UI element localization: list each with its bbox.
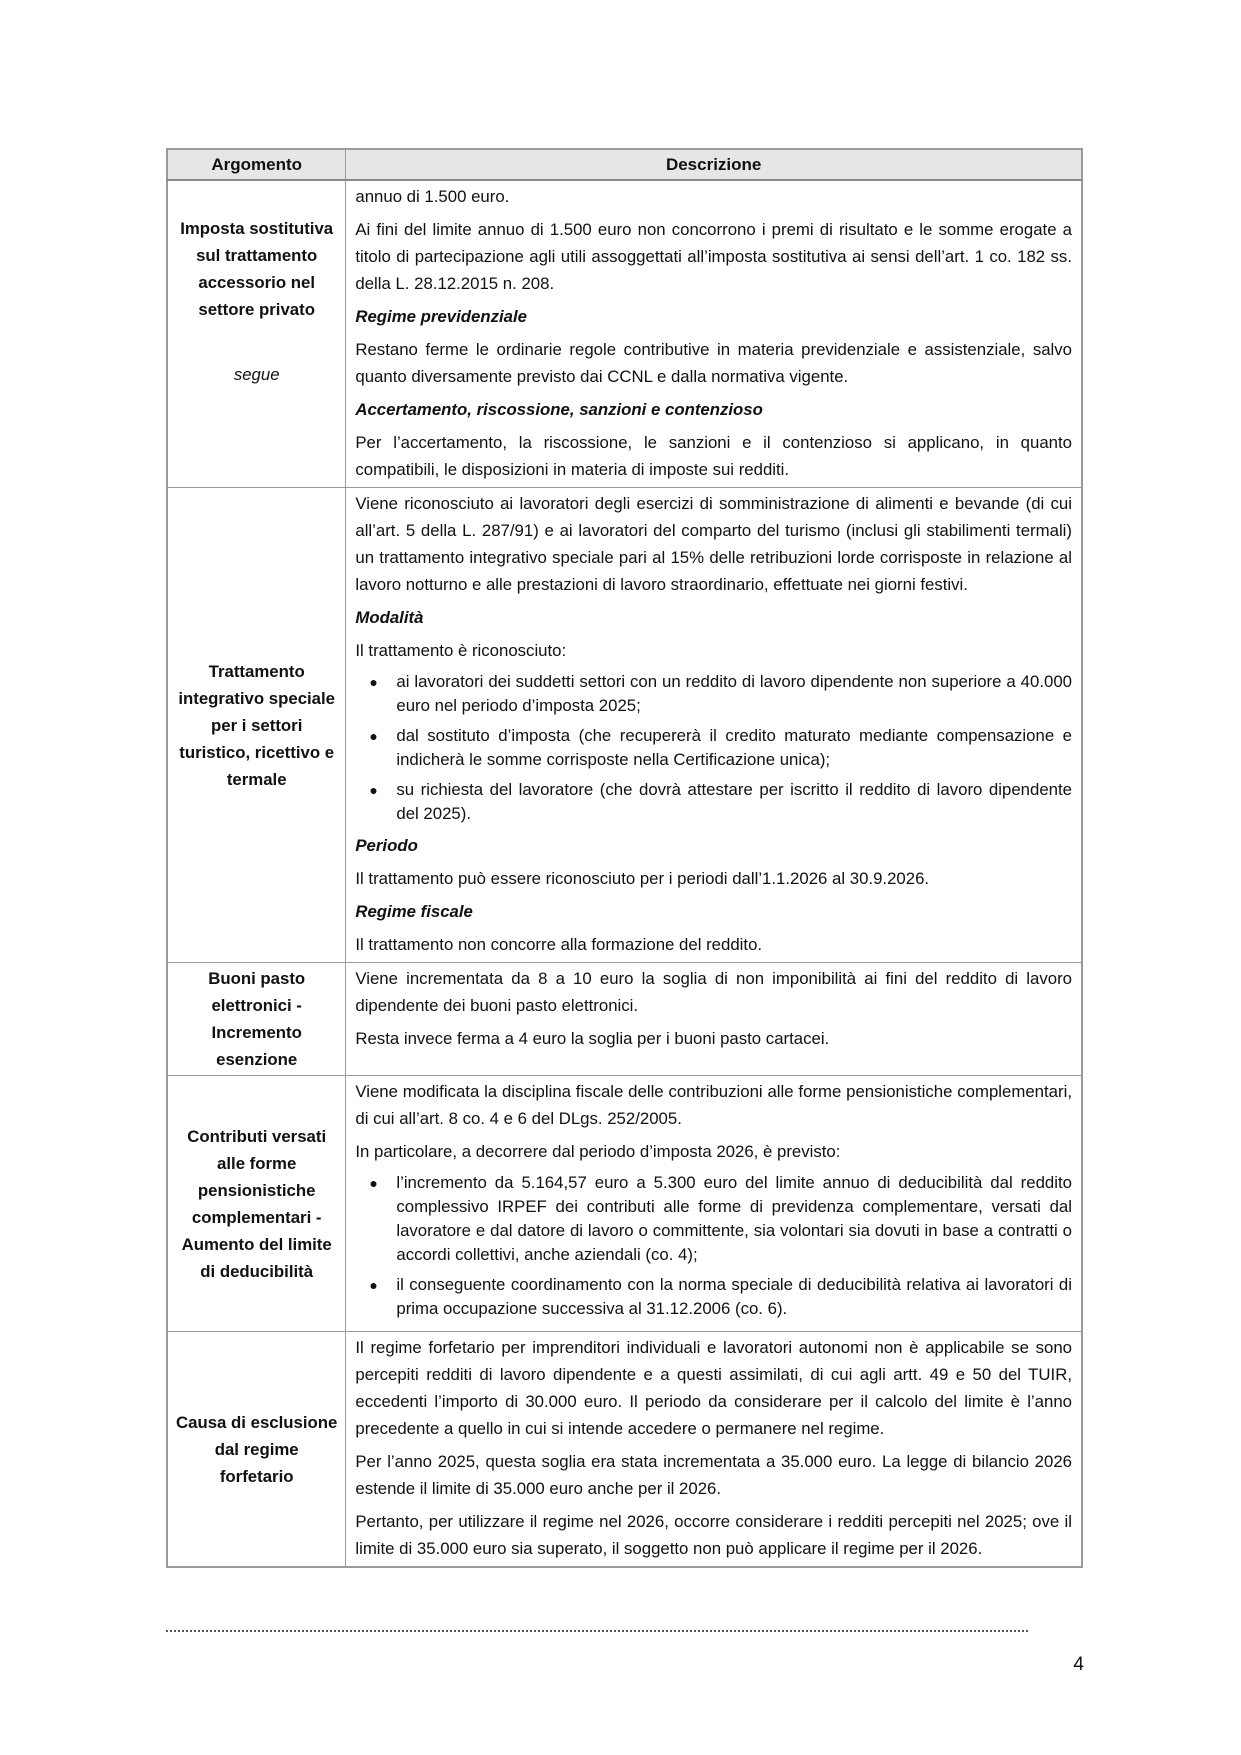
bullet-icon: ●: [369, 1175, 378, 1191]
paragraph: Viene incrementata da 8 a 10 euro la soglia di non imponibilità ai fini del reddito di lavoro dipendente dei buoni pasto elettronici.: [355, 969, 1072, 1015]
topic-label: Trattamento integrativo speciale per i settori turistico, ricettivo e termale: [178, 661, 336, 789]
topic-cell: [167, 1076, 346, 1332]
bullet-icon: ●: [369, 674, 378, 690]
paragraph: Il trattamento non concorre alla formazione del reddito.: [355, 935, 763, 954]
list-item: ● il conseguente coordinamento con la norma speciale di deducibilità relativa ai lavoratori di prima occupazione successiva al 31.12.2006 (co. 6).: [369, 1275, 1072, 1318]
paragraph: Ai fini del limite annuo di 1.500 euro non concorrono i premi di risultato e le somme erogate a titolo di partecipazione agli utili assoggettati all’imposta sostitutiva ai sensi dell’art. 1 co. 182 ss. della L. 28.12.2015 n. 208.: [355, 220, 1072, 293]
table-row: [167, 180, 1082, 488]
list-item: ● l’incremento da 5.164,57 euro a 5.300 euro del limite annuo di deducibilità dal reddito complessivo IRPEF dei contributi alle forme di previdenza complementare, versati dal lavoratore e dal datore di lavoro o committente, sia volontari sia dovuti in base a contratti o accordi collettivi, anche aziendali (co. 4);: [369, 1173, 1072, 1264]
paragraph: Restano ferme le ordinarie regole contributive in materia previdenziale e assistenziale, salvo quanto diversamente previsto dai CCNL e dalla normativa vigente.: [355, 340, 1072, 386]
list-item: ● su richiesta del lavoratore (che dovrà attestare per iscritto il reddito di lavoro dipendente del 2025).: [369, 780, 1072, 823]
bullet-icon: ●: [369, 782, 378, 798]
table-row: [167, 1332, 1082, 1568]
topic-cell: [167, 180, 346, 488]
paragraph: Il trattamento può essere riconosciuto per i periodi dall’1.1.2026 al 30.9.2026.: [355, 869, 930, 888]
list-item: ● dal sostituto d’imposta (che recupererà il credito maturato mediante compensazione e indicherà le somme corrisposte nella Certificazione unica);: [369, 726, 1072, 769]
subheading: Regime fiscale: [355, 902, 473, 921]
footer-divider: [166, 1630, 1028, 1634]
description-cell: [346, 488, 1082, 963]
topic-label: Causa di esclusione dal regime forfetario: [176, 1412, 338, 1486]
bullet-icon: ●: [369, 1277, 378, 1293]
column-header-topic: Argomento: [167, 149, 346, 180]
paragraph: Resta invece ferma a 4 euro la soglia per i buoni pasto cartacei.: [355, 1029, 830, 1048]
topic-label: Contributi versati alle forme pensionistiche complementari - Aumento del limite di deducibilità: [181, 1126, 332, 1281]
bullet-list: [355, 1171, 1072, 1321]
paragraph: Per l’anno 2025, questa soglia era stata incrementata a 35.000 euro. La legge di bilancio 2026 estende il limite di 35.000 euro anche per il 2026.: [355, 1452, 1072, 1498]
subheading: Modalità: [355, 608, 424, 627]
table-row: [167, 1076, 1082, 1332]
paragraph: Il trattamento è riconosciuto:: [355, 641, 567, 660]
paragraph: Il regime forfetario per imprenditori individuali e lavoratori autonomi non è applicabile se sono percepiti redditi di lavoro dipendente e a questi assimilati, di cui agli artt. 49 e 50 del TUIR, eccedenti l’importo di 30.000 euro. Il periodo da considerare per il calcolo del limite è l’anno precedente a quello in cui si intende accedere o permanere nel regime.: [355, 1338, 1072, 1438]
description-cell: [346, 180, 1082, 488]
topic-cell: [167, 488, 346, 963]
list-item: ● ai lavoratori dei suddetti settori con un reddito di lavoro dipendente non superiore a 40.000 euro nel periodo d’imposta 2025;: [369, 672, 1072, 715]
table-row: [167, 963, 1082, 1076]
table-header-row: [167, 149, 1082, 180]
paragraph: Viene modificata la disciplina fiscale delle contribuzioni alle forme pensionistiche complementari, di cui all’art. 8 co. 4 e 6 del DLgs. 252/2005.: [355, 1082, 1072, 1128]
paragraph: Viene riconosciuto ai lavoratori degli esercizi di somministrazione di alimenti e bevande (di cui all’art. 5 della L. 287/91) e ai lavoratori del comparto del turismo (inclusi gli stabilimenti termali) un trattamento integrativo speciale pari al 15% delle retribuzioni lorde corrisposte in relazione al lavoro notturno e alle prestazioni di lavoro straordinario, effettuate nei giorni festivi.: [355, 494, 1072, 594]
subheading: Accertamento, riscossione, sanzioni e contenzioso: [355, 400, 763, 419]
description-cell: [346, 963, 1082, 1076]
topic-label: Imposta sostitutiva sul trattamento accessorio nel settore privato: [180, 219, 334, 319]
subheading: Periodo: [355, 836, 418, 855]
subheading: Regime previdenziale: [355, 307, 527, 326]
continued-note: segue: [233, 365, 280, 384]
description-cell: [346, 1332, 1082, 1568]
description-cell: [346, 1076, 1082, 1332]
paragraph: Pertanto, per utilizzare il regime nel 2026, occorre considerare i redditi percepiti nel 2025; ove il limite di 35.000 euro sia superato, il soggetto non può applicare il regime per il 2026.: [355, 1512, 1072, 1558]
summary-table: [166, 148, 1083, 1568]
topic-label: Buoni pasto elettronici - Incremento esenzione: [208, 969, 306, 1069]
paragraph: Per l’accertamento, la riscossione, le sanzioni e il contenzioso si applicano, in quanto compatibili, le disposizioni in materia di imposte sui redditi.: [355, 433, 1072, 479]
topic-cell: [167, 963, 346, 1076]
topic-cell: [167, 1332, 346, 1568]
bullet-icon: ●: [369, 728, 378, 744]
bullet-list: [355, 670, 1072, 826]
column-header-description: Descrizione: [346, 149, 1082, 180]
paragraph: In particolare, a decorrere dal periodo d’imposta 2026, è previsto:: [355, 1142, 841, 1161]
paragraph: annuo di 1.500 euro.: [355, 187, 510, 206]
page-number: 4: [1073, 1654, 1084, 1675]
table-row: [167, 488, 1082, 963]
